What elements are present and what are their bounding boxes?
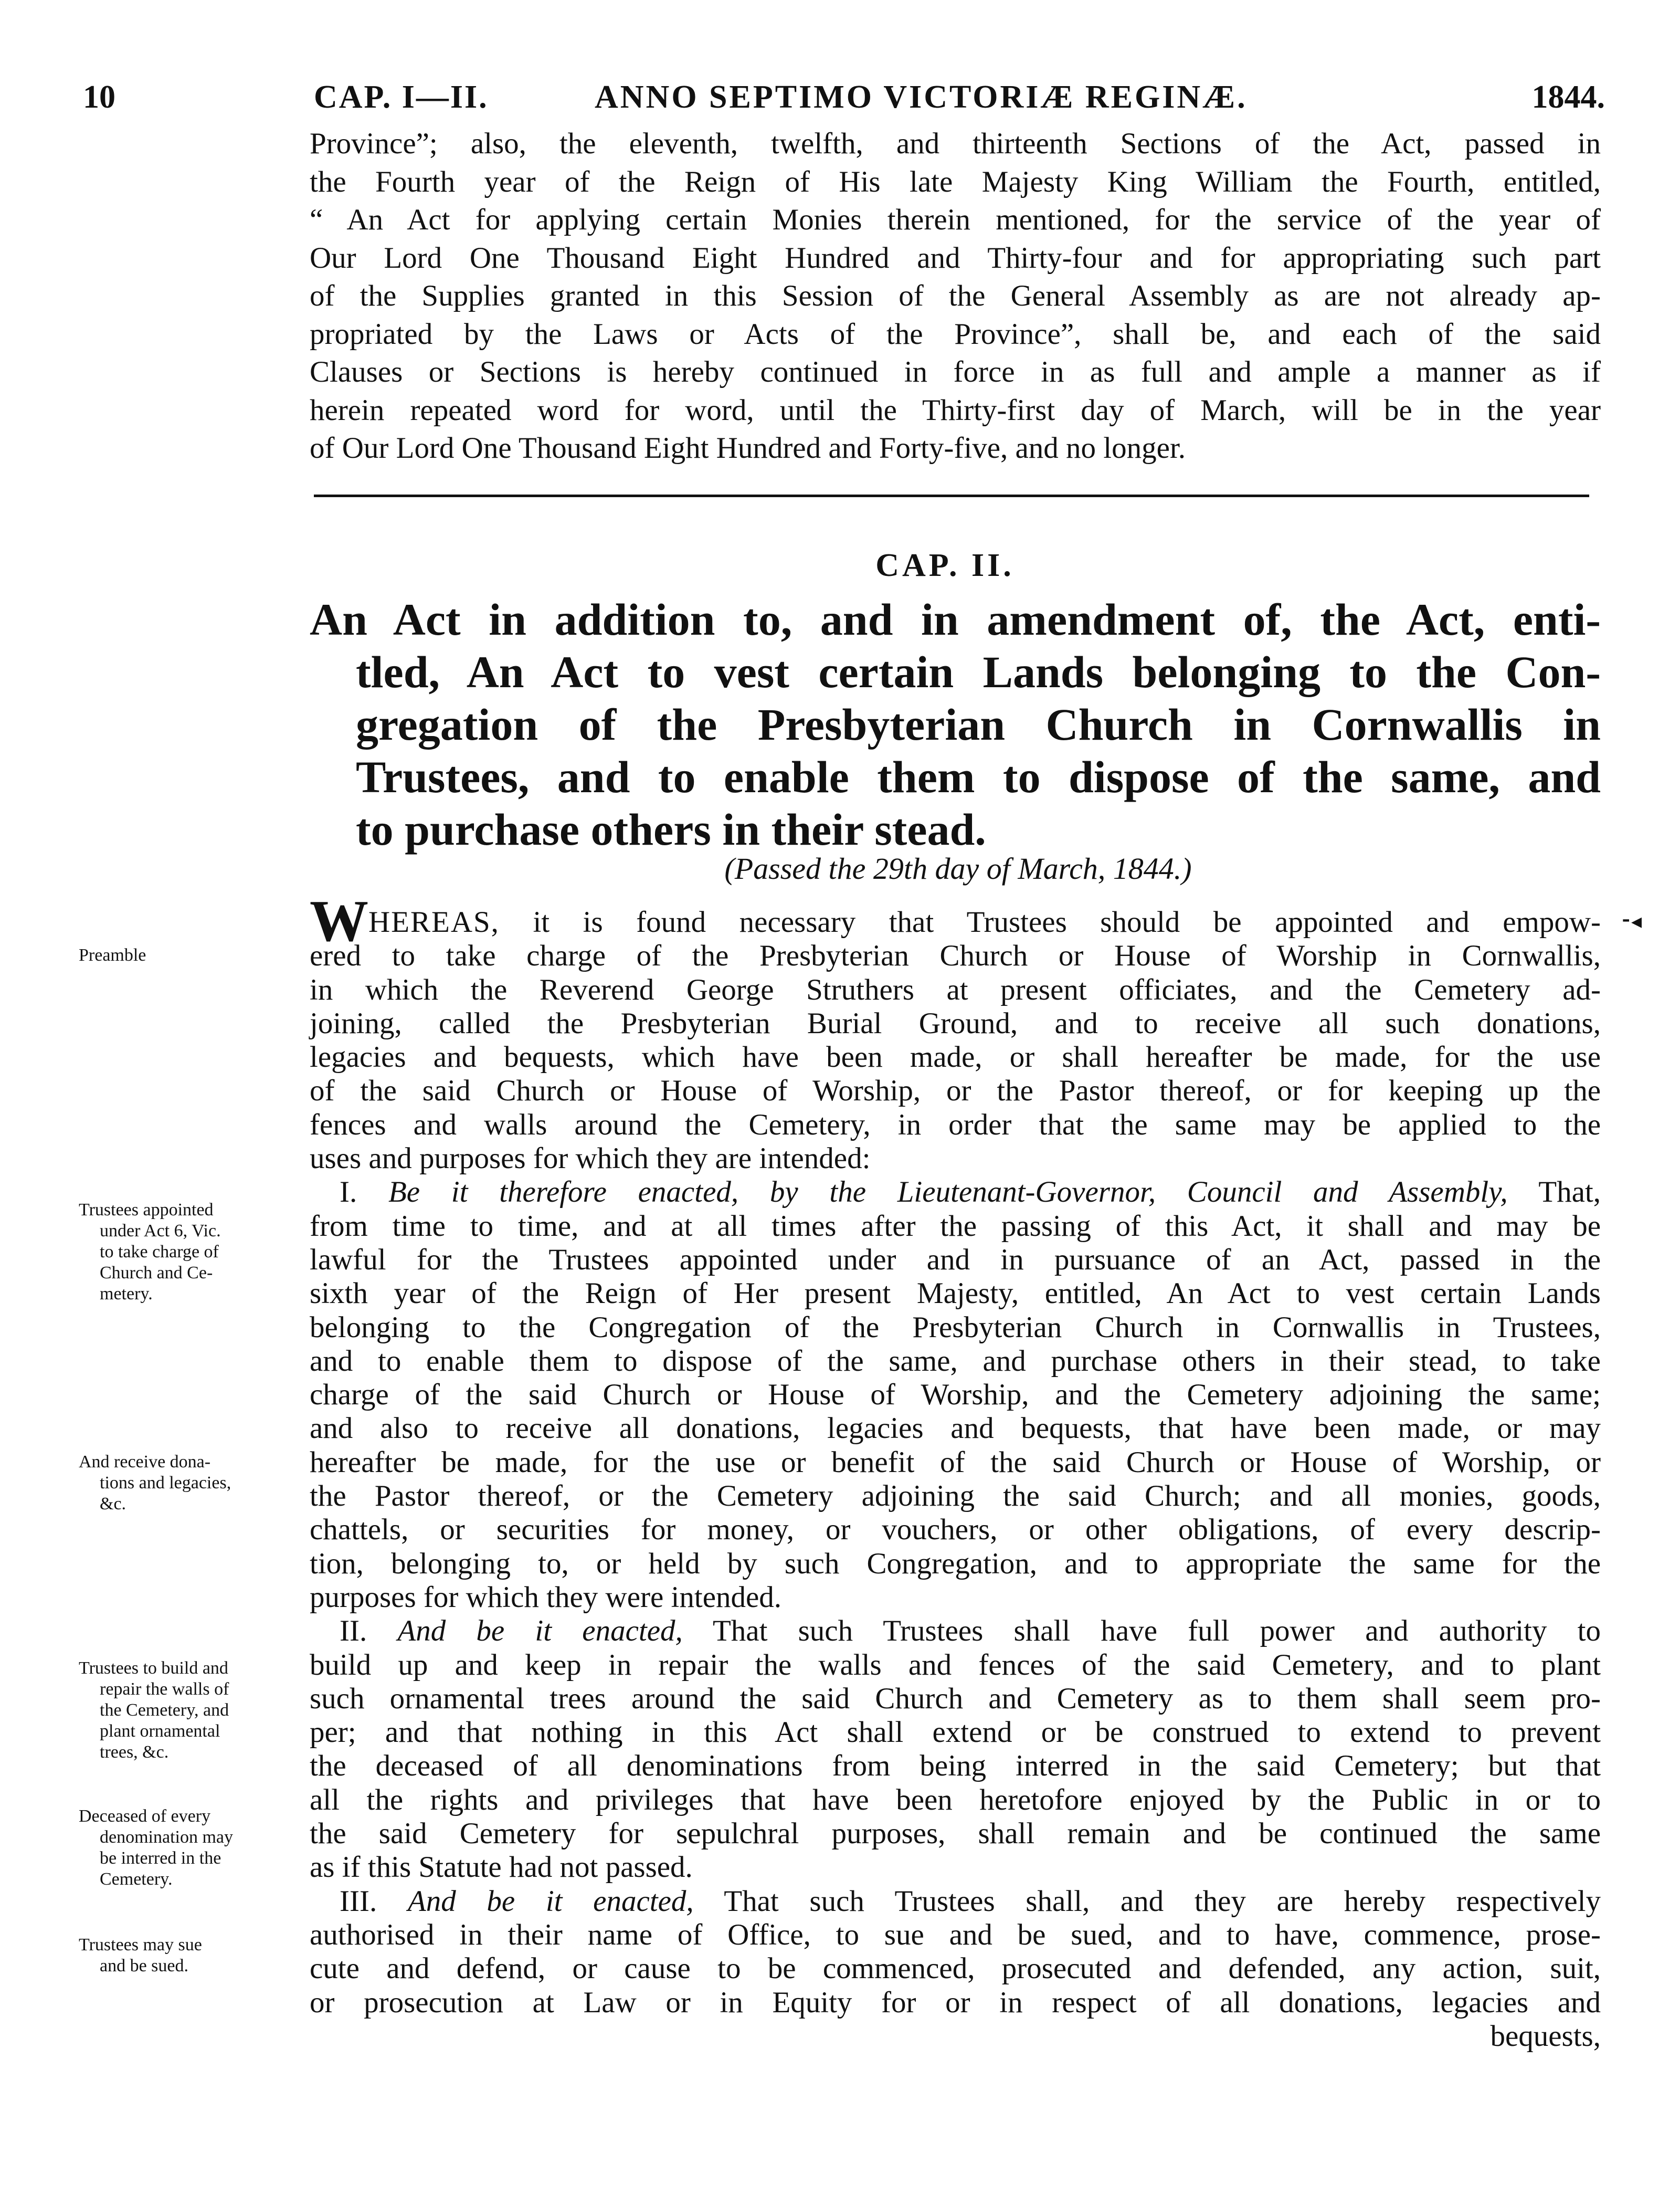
text-line: tion, belonging to, or held by such Congregation, and to appropriate the same for the: [310, 1547, 1601, 1580]
enacting-clause: Be it therefore enacted, by the Lieutenant-Governor, Council and Assembly,: [388, 1175, 1508, 1209]
text-line: authorised in their name of Office, to sue and be sued, and to have, commence, prose-: [310, 1918, 1601, 1951]
margin-note-deceased: [79, 1806, 311, 1890]
text-line: of the said Church or House of Worship, or the Pastor thereof, or for keeping up the: [310, 1074, 1601, 1108]
margin-note-build-repair: [79, 1658, 311, 1763]
section-number: III.: [340, 1884, 377, 1918]
note-line: and be sued.: [100, 1956, 189, 1976]
text-line: the said Cemetery for sepulchral purposes, shall remain and be continued the same: [310, 1817, 1601, 1851]
text-line: hereafter be made, for the use or benefit of the said Church or House of Worship, or: [310, 1445, 1601, 1479]
catchword: bequests,: [1490, 2019, 1601, 2053]
running-head: [83, 79, 1605, 121]
act-title: [310, 593, 1601, 856]
margin-mark: ⁃◂: [1621, 909, 1642, 933]
note-line: Trustees to build and: [79, 1658, 228, 1678]
text-line: ered to take charge of the Presbyterian Church or House of Worship in Cornwallis,: [310, 939, 1601, 973]
text-line: sixth year of the Reign of Her present Majesty, entitled, An Act to vest certain Lands: [310, 1277, 1601, 1310]
preamble-first-line: [310, 889, 1601, 954]
chapter-reference: CAP. I—II.: [314, 79, 489, 115]
title-line: tled, An Act to vest certain Lands belonging to the Con-: [356, 647, 1601, 697]
title-line: Trustees, and to enable them to dispose of the same, and: [356, 752, 1601, 802]
preamble-first-tail: it is found necessary that Trustees should be appointed and empow-: [499, 906, 1601, 939]
section-number: I.: [340, 1175, 357, 1209]
text-line: the Pastor thereof, or the Cemetery adjoining the said Church; and all monies, goods,: [310, 1479, 1601, 1513]
text-line: propriated by the Laws or Acts of the Province”, shall be, and each of the said: [310, 317, 1601, 351]
page-number: 10: [83, 79, 115, 115]
note-line: trees, &c.: [100, 1742, 169, 1762]
passed-date: (Passed the 29th day of March, 1844.): [724, 852, 1192, 886]
text-line: per; and that nothing in this Act shall extend or be construed to extend to prevent: [310, 1716, 1601, 1749]
text-line: “ An Act for applying certain Monies therein mentioned, for the service of the year of: [310, 203, 1601, 236]
text-line: Province”; also, the eleventh, twelfth, and thirteenth Sections of the Act, passed in: [310, 127, 1601, 160]
note-line: Trustees appointed: [79, 1200, 214, 1220]
text-line: Our Lord One Thousand Eight Hundred and Thirty-four and for appropriating such part: [310, 241, 1601, 275]
title-line: gregation of the Presbyterian Church in Cornwallis in: [356, 699, 1601, 750]
text-line: the Fourth year of the Reign of His late Majesty King William the Fourth, entitled,: [310, 165, 1601, 198]
text-line: from time to time, and at all times after the passing of this Act, it shall and may be: [310, 1209, 1601, 1243]
note-line: the Cemetery, and: [100, 1700, 229, 1720]
note-line: denomination may: [100, 1827, 234, 1847]
note-line: Cemetery.: [100, 1869, 173, 1889]
text-line: in which the Reverend George Struthers at present officiates, and the Cemetery ad-: [310, 973, 1601, 1006]
text-line: such ornamental trees around the said Church and Cemetery as to them shall seem pro-: [310, 1682, 1601, 1715]
text-line: joining, called the Presbyterian Burial Ground, and to receive all such donations,: [310, 1006, 1601, 1040]
text-line: chattels, or securities for money, or vouchers, or other obligations, of every descrip-: [310, 1513, 1601, 1547]
header-year: 1844.: [1531, 79, 1605, 115]
act-body: [310, 889, 1601, 2053]
text-line: legacies and bequests, which have been made, or shall hereafter be made, for the use: [310, 1041, 1601, 1074]
text-line: charge of the said Church or House of Worship, and the Cemetery adjoining the same;: [310, 1378, 1601, 1412]
section-3-first-tail: That such Trustees shall, and they are hereby respectively: [693, 1884, 1601, 1918]
text-line: herein repeated word for word, until the Thirty-first day of March, will be in the year: [310, 393, 1601, 427]
note-line: Church and Ce-: [100, 1263, 213, 1283]
note-line: under Act 6, Vic.: [100, 1221, 221, 1241]
section-1-first-line: [310, 1175, 1601, 1209]
section-2-first-line: [310, 1614, 1601, 1648]
section-1-first-tail: That,: [1507, 1175, 1601, 1209]
note-line: And receive dona-: [79, 1452, 211, 1472]
margin-note-receive-donations: [79, 1452, 311, 1515]
note-line: repair the walls of: [100, 1679, 229, 1699]
enacting-clause: And be it enacted,: [397, 1614, 683, 1648]
note-line: &c.: [100, 1494, 126, 1514]
text-line: all the rights and privileges that have been heretofore enjoyed by the Public in or to: [310, 1783, 1601, 1816]
section-3-first-line: [310, 1885, 1601, 1918]
text-line: uses and purposes for which they are intended:: [310, 1142, 871, 1175]
text-line: the deceased of all denominations from being interred in the said Cemetery; but that: [310, 1749, 1601, 1783]
text-line: and also to receive all donations, legacies and bequests, that have been made, or may: [310, 1412, 1601, 1445]
text-line: of Our Lord One Thousand Eight Hundred and Forty-five, and no longer.: [310, 432, 1186, 465]
running-title: ANNO SEPTIMO VICTORIÆ REGINÆ.: [595, 79, 1248, 115]
previous-chapter-continuation: [310, 125, 1601, 468]
margin-note-trustees-appointed: [79, 1200, 311, 1305]
text-line: belonging to the Congregation of the Presbyterian Church in Cornwallis in Trustees,: [310, 1310, 1601, 1344]
chapter-heading: CAP. II.: [875, 548, 1015, 583]
note-line: plant ornamental: [100, 1721, 220, 1741]
margin-note-sue: [79, 1935, 311, 1977]
note-line: Deceased of every: [79, 1806, 211, 1826]
text-line: as if this Statute had not passed.: [310, 1851, 693, 1884]
text-line: of the Supplies granted in this Session of the General Assembly as are not already ap-: [310, 279, 1601, 312]
section-number: II.: [340, 1614, 367, 1648]
section-2-first-tail: That such Trustees shall have full power and authority to: [682, 1614, 1601, 1648]
drop-cap: W: [310, 889, 368, 954]
text-line: cute and defend, or cause to be commenced, prosecuted and defended, any action, suit,: [310, 1952, 1601, 1985]
note-line: tions and legacies,: [100, 1473, 231, 1493]
note-line: metery.: [100, 1284, 153, 1304]
preamble-opening: HEREAS,: [368, 906, 500, 939]
text-line: fences and walls around the Cemetery, in order that the same may be applied to the: [310, 1108, 1601, 1141]
section-divider: [314, 495, 1589, 497]
text-line: lawful for the Trustees appointed under and in pursuance of an Act, passed in the: [310, 1243, 1601, 1276]
note-line: be interred in the: [100, 1848, 221, 1868]
text-line: or prosecution at Law or in Equity for or in respect of all donations, legacies and: [310, 1985, 1601, 2019]
title-line: to purchase others in their stead.: [356, 804, 986, 855]
margin-note-preamble: [79, 945, 311, 966]
text-line: Clauses or Sections is hereby continued in force in as full and ample a manner as if: [310, 355, 1601, 388]
note-line: Trustees may sue: [79, 1935, 202, 1955]
enacting-clause: And be it enacted,: [407, 1884, 694, 1918]
note-line: Preamble: [79, 945, 146, 965]
text-line: purposes for which they were intended.: [310, 1580, 782, 1614]
text-line: and to enable them to dispose of the same, and purchase others in their stead, to take: [310, 1344, 1601, 1378]
title-line: An Act in addition to, and in amendment of, the Act, enti-: [310, 594, 1601, 645]
note-line: to take charge of: [100, 1242, 219, 1262]
text-line: build up and keep in repair the walls and fences of the said Cemetery, and to plant: [310, 1648, 1601, 1682]
